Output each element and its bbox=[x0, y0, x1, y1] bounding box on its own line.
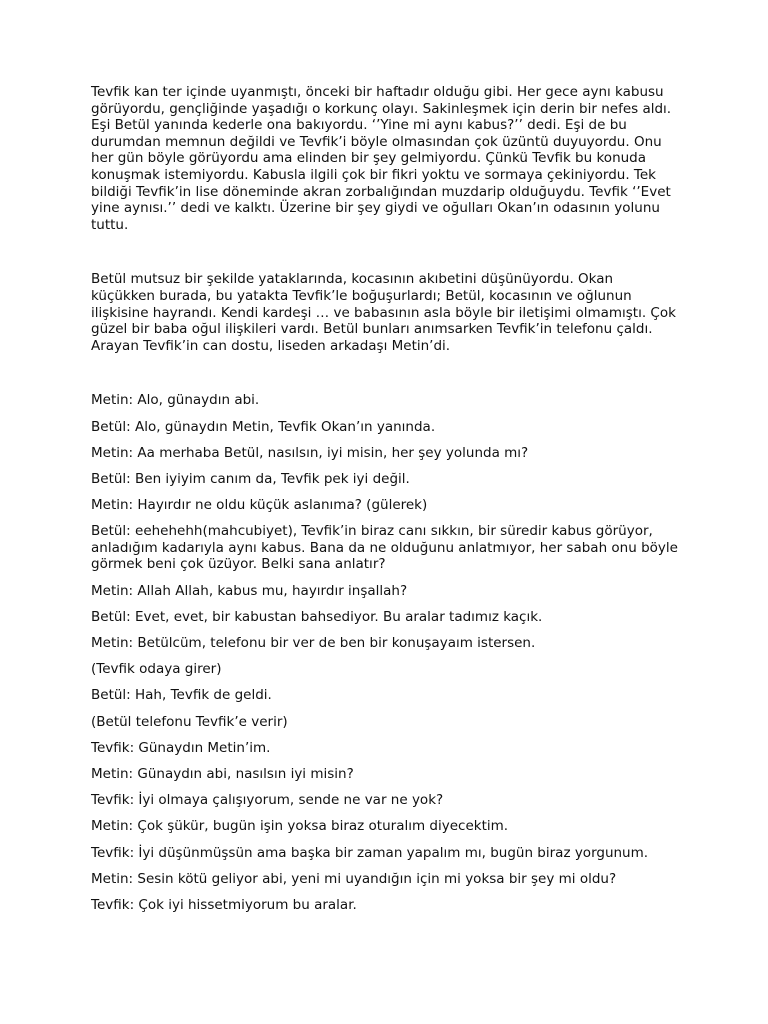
dialogue-line: Metin: Aa merhaba Betül, nasılsın, iyi misin, her şey yolunda mı? bbox=[91, 444, 529, 461]
dialogue-line: Tevfik: Günaydın Metin’im. bbox=[91, 739, 271, 756]
dialogue-line: Metin: Allah Allah, kabus mu, hayırdır inşallah? bbox=[91, 582, 408, 599]
dialogue-line: Tevfik: İyi olmaya çalışıyorum, sende ne var ne yok? bbox=[91, 792, 444, 809]
dialogue-line: Metin: Günaydın abi, nasılsın iyi misin? bbox=[91, 765, 354, 782]
document-page bbox=[91, 84, 681, 923]
dialogue-line: Metin: Hayırdır ne oldu küçük aslanıma? (gülerek) bbox=[91, 497, 428, 514]
dialogue-line: Betül: Evet, evet, bir kabustan bahsediyor. Bu aralar tadımız kaçık. bbox=[91, 608, 543, 625]
dialogue-line: Metin: Çok şükür, bugün işin yoksa biraz oturalım diyecektim. bbox=[91, 818, 509, 835]
dialogue-line: Betül: Alo, günaydın Metin, Tevfik Okan’ın yanında. bbox=[91, 418, 436, 435]
narrative-paragraph: Betül mutsuz bir şekilde yataklarında, kocasının akıbetini düşünüyordu. Okan küçükken burada, bu yatakta Tevfik’le boğuşurlardı; Betül, kocasının ve oğlunun ilişkisine hayrandı. Kendi kardeşi … ve babasının asla böyle bir iletişimi olmamıştı. Çok güzel bir baba oğul ilişkileri vardı. Betül bunları anımsarken Tevfik’in telefonu çaldı. Arayan Tevfik’in can dostu, liseden arkadaşı Metin’di. bbox=[91, 271, 676, 354]
narrative-paragraph: Tevfik kan ter içinde uyanmıştı, önceki bir haftadır olduğu gibi. Her gece aynı kabusu görüyordu, gençliğinde yaşadığı o korkunç olayı. Sakinleşmek için derin bir nefes aldı. Eşi Betül yanında kederle ona bakıyordu. ‘’Yine mi aynı kabus?’’ dedi. Eşi de bu durumdan memnun değildi ve Tevfik’i böyle olmasından çok üzüntü duyuyordu. Onu her gün böyle görüyordu ama elinden bir şey gelmiyordu. Çünkü Tevfik bu konuda konuşmak istemiyordu. Kabusla ilgili çok bir fikri yoktu ve sormaya çekiniyordu. Tek bildiği Tevfik’in lise döneminde akran zorbalığından muzdarip olduğuydu. Tevfik ‘’Evet yine aynısı.’’ dedi ve kalktı. Üzerine bir şey giydi ve oğulları Okan’ın odasının yolunu tuttu. bbox=[91, 84, 672, 233]
stage-direction: (Betül telefonu Tevfik’e verir) bbox=[91, 713, 288, 730]
dialogue-line: Metin: Sesin kötü geliyor abi, yeni mi uyandığın için mi yoksa bir şey mi oldu? bbox=[91, 870, 617, 887]
dialogue-line: Tevfik: İyi düşünmüşsün ama başka bir zaman yapalım mı, bugün biraz yorgunum. bbox=[91, 844, 649, 861]
dialogue-line: Betül: Hah, Tevfik de geldi. bbox=[91, 687, 272, 704]
stage-direction: (Tevfik odaya girer) bbox=[91, 661, 222, 678]
dialogue-line: Tevfik: Çok iyi hissetmiyorum bu aralar. bbox=[91, 896, 357, 913]
dialogue-line: Betül: eehehehh(mahcubiyet), Tevfik’in biraz canı sıkkın, bir süredir kabus görüyor, anladığım kadarıyla aynı kabus. Bana da ne olduğunu anlatmıyor, her sabah onu böyle görmek beni çok üzüyor. Belki sana anlatır? bbox=[91, 523, 678, 573]
dialogue-line: Metin: Alo, günaydın abi. bbox=[91, 392, 260, 409]
dialogue-section bbox=[91, 392, 681, 913]
dialogue-line: Metin: Betülcüm, telefonu bir ver de ben bir konuşayaım istersen. bbox=[91, 635, 536, 651]
dialogue-line: Betül: Ben iyiyim canım da, Tevfik pek iyi değil. bbox=[91, 470, 410, 487]
